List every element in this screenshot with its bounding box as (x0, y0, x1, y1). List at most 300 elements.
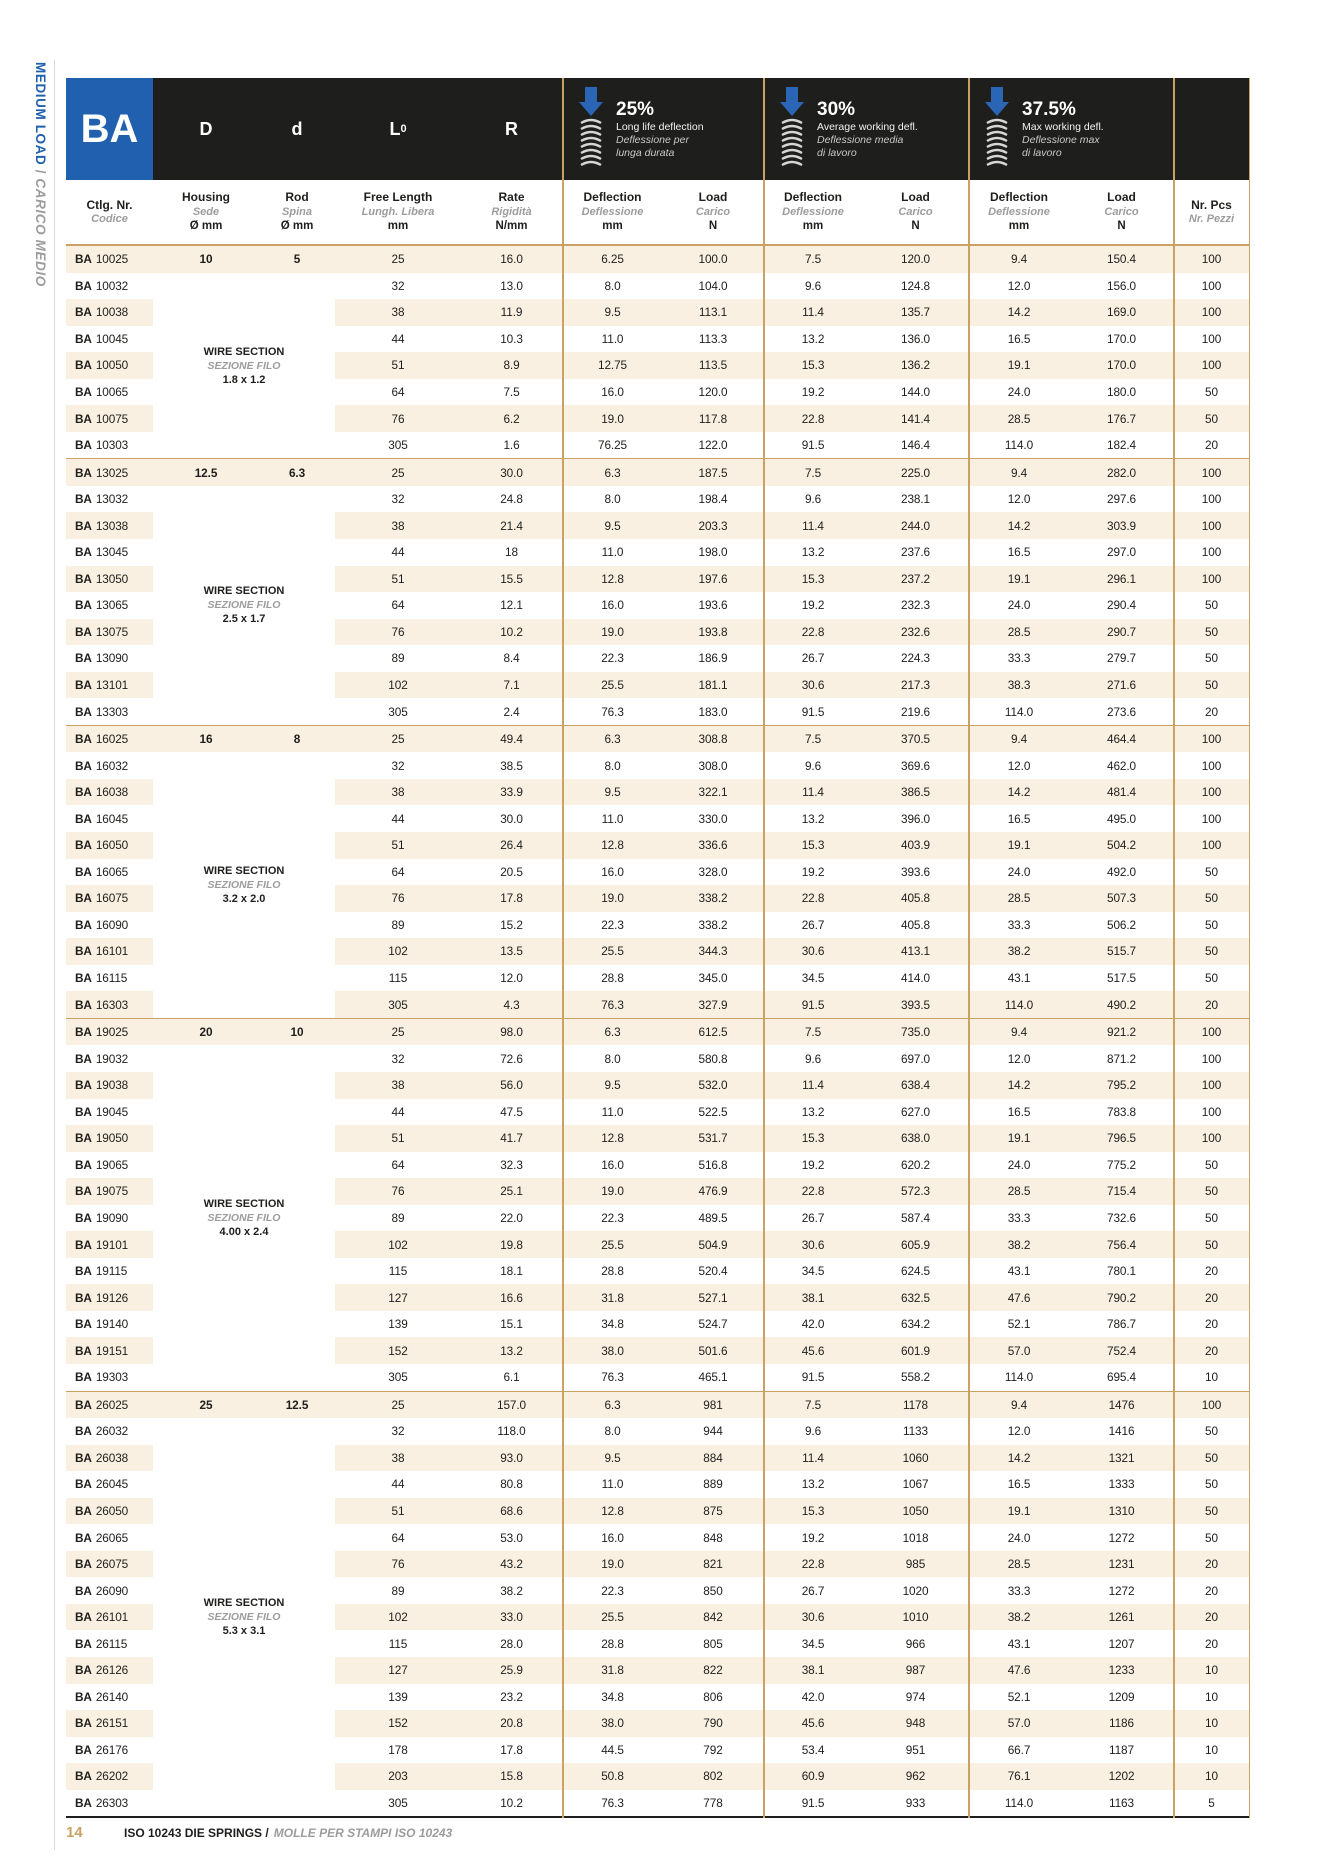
table-row (66, 1125, 1250, 1152)
free-length-cell: 139 (335, 1684, 461, 1711)
section-37-5-line2: Deflessione max (1022, 133, 1100, 146)
catalog-prefix: BA (75, 492, 92, 507)
series-badge (66, 78, 153, 180)
deflection-25-cell: 11.0 (562, 539, 663, 566)
deflection-37-5-cell: 24.0 (968, 1152, 1070, 1179)
rod-diameter-cell: 6.3 (259, 459, 335, 486)
catalog-number-cell (66, 1072, 153, 1099)
deflection-37-5-cell: 14.2 (968, 299, 1070, 326)
load-37-5-cell: 271.6 (1070, 672, 1173, 699)
spring-series-group (66, 458, 1250, 724)
housing-diameter-cell: 16 (153, 726, 259, 753)
load-25-cell: 198.4 (663, 486, 763, 513)
nr-pcs-cell: 100 (1173, 246, 1250, 273)
deflection-25-cell: 76.3 (562, 698, 663, 725)
deflection-37-5-cell: 28.5 (968, 1551, 1070, 1578)
catalog-prefix: BA (75, 411, 92, 426)
footer-title-en: ISO 10243 DIE SPRINGS / (124, 1826, 269, 1840)
load-30-cell: 605.9 (863, 1231, 968, 1258)
catalog-number-cell (66, 1152, 153, 1179)
rate-cell: 10.2 (461, 619, 562, 646)
deflection-25-cell: 19.0 (562, 885, 663, 912)
free-length-cell: 25 (335, 726, 461, 753)
load-25-cell: 186.9 (663, 645, 763, 672)
nr-pcs-cell: 50 (1173, 1471, 1250, 1498)
catalog-prefix: BA (75, 1795, 92, 1810)
load-37-5-cell: 279.7 (1070, 645, 1173, 672)
catalog-number-cell (66, 432, 153, 459)
load-37-5-cell: 290.7 (1070, 619, 1173, 646)
deflection-25-cell: 6.3 (562, 459, 663, 486)
load-25-cell: 944 (663, 1418, 763, 1445)
deflection-37-5-cell: 38.2 (968, 1231, 1070, 1258)
rate-cell: 15.2 (461, 912, 562, 939)
rod-diameter-cell (259, 1790, 335, 1817)
deflection-37-5-cell: 16.5 (968, 326, 1070, 353)
rod-diameter-cell (259, 645, 335, 672)
rate-cell: 30.0 (461, 459, 562, 486)
catalog-number-cell (66, 1125, 153, 1152)
load-25-cell: 580.8 (663, 1045, 763, 1072)
nr-pcs-cell: 100 (1173, 752, 1250, 779)
rate-cell: 10.3 (461, 326, 562, 353)
load-25-cell: 790 (663, 1710, 763, 1737)
deflection-37-5-cell: 38.2 (968, 1604, 1070, 1631)
load-30-cell: 634.2 (863, 1311, 968, 1338)
catalog-code: 26025 (95, 1397, 129, 1412)
table-row (66, 1311, 1250, 1338)
rate-cell: 7.5 (461, 379, 562, 406)
deflection-37-5-cell: 33.3 (968, 1205, 1070, 1232)
section-37-5-line3: di lavoro (1022, 146, 1062, 159)
rod-diameter-cell (259, 566, 335, 593)
deflection-30-cell: 9.6 (763, 752, 863, 779)
load-25-cell: 193.6 (663, 592, 763, 619)
catalog-prefix: BA (75, 385, 92, 399)
rod-diameter-cell (259, 432, 335, 459)
deflection-37-5-cell: 12.0 (968, 1418, 1070, 1445)
catalog-number-cell (66, 299, 153, 326)
section-30-line3: di lavoro (817, 146, 857, 159)
deflection-section-30 (763, 78, 968, 180)
load-37-5-cell: 495.0 (1070, 805, 1173, 832)
rod-diameter-cell (259, 273, 335, 300)
deflection-37-5-cell: 14.2 (968, 779, 1070, 806)
rod-diameter-cell (259, 1418, 335, 1445)
table-row (66, 859, 1250, 886)
housing-diameter-cell (153, 1524, 259, 1551)
free-length-cell: 64 (335, 592, 461, 619)
catalog-code: 13101 (95, 678, 129, 693)
table-row (66, 752, 1250, 779)
free-length-cell: 25 (335, 246, 461, 273)
col-rate: Rate Rigidità N/mm (491, 190, 532, 233)
catalog-number-cell (66, 326, 153, 353)
deflection-25-cell: 76.3 (562, 991, 663, 1018)
nr-pcs-cell: 50 (1173, 885, 1250, 912)
deflection-30-cell: 15.3 (763, 352, 863, 379)
load-30-cell: 370.5 (863, 726, 968, 753)
load-25-cell: 197.6 (663, 566, 763, 593)
catalog-number-cell (66, 512, 153, 539)
deflection-30-cell: 7.5 (763, 726, 863, 753)
deflection-25-cell: 50.8 (562, 1763, 663, 1790)
free-length-cell: 25 (335, 459, 461, 486)
load-37-5-cell: 273.6 (1070, 698, 1173, 725)
table-row (66, 832, 1250, 859)
load-37-5-cell: 780.1 (1070, 1258, 1173, 1285)
deflection-30-cell: 60.9 (763, 1763, 863, 1790)
wire-section-title: WIRE SECTION (203, 1198, 285, 1211)
housing-diameter-cell (153, 1790, 259, 1817)
load-30-cell: 697.0 (863, 1045, 968, 1072)
deflection-25-cell: 22.3 (562, 645, 663, 672)
deflection-37-5-cell: 14.2 (968, 512, 1070, 539)
table-body (66, 246, 1250, 1818)
nr-pcs-cell: 100 (1173, 832, 1250, 859)
nr-pcs-cell: 100 (1173, 566, 1250, 593)
free-length-cell: 305 (335, 1364, 461, 1391)
load-25-cell: 338.2 (663, 885, 763, 912)
catalog-number-cell (66, 779, 153, 806)
catalog-number-cell (66, 566, 153, 593)
deflection-37-5-cell: 9.4 (968, 246, 1070, 273)
wire-section-title: WIRE SECTION (203, 345, 285, 358)
deflection-30-cell: 26.7 (763, 912, 863, 939)
section-25-line3: lunga durata (616, 146, 675, 159)
rate-cell: 13.5 (461, 938, 562, 965)
nr-pcs-cell: 50 (1173, 379, 1250, 406)
table-row (66, 1630, 1250, 1657)
catalog-prefix: BA (75, 331, 92, 346)
nr-pcs-cell: 100 (1173, 459, 1250, 486)
deflection-37-5-cell: 24.0 (968, 379, 1070, 406)
catalog-code: 26050 (95, 1503, 129, 1518)
load-25-cell: 476.9 (663, 1178, 763, 1205)
housing-diameter-cell (153, 1684, 259, 1711)
deflection-25-cell: 76.3 (562, 1364, 663, 1391)
table-row (66, 1231, 1250, 1258)
rate-cell: 93.0 (461, 1445, 562, 1472)
rate-cell: 38.2 (461, 1577, 562, 1604)
deflection-30-cell: 22.8 (763, 1178, 863, 1205)
load-30-cell: 1050 (863, 1498, 968, 1525)
deflection-30-cell: 19.2 (763, 379, 863, 406)
table-row (66, 672, 1250, 699)
load-25-cell: 501.6 (663, 1337, 763, 1364)
deflection-37-5-cell: 16.5 (968, 805, 1070, 832)
dim-letter-L0: L 0 (389, 118, 407, 139)
free-length-cell: 89 (335, 912, 461, 939)
catalog-prefix: BA (75, 1051, 92, 1066)
table-row (66, 539, 1250, 566)
load-30-cell: 405.8 (863, 912, 968, 939)
table-row (66, 912, 1250, 939)
rate-cell: 68.6 (461, 1498, 562, 1525)
load-37-5-cell: 150.4 (1070, 246, 1173, 273)
col-load-37-5: Load Carico N (1104, 190, 1139, 233)
table-row (66, 1524, 1250, 1551)
section-25-line1: Long life deflection (616, 120, 704, 133)
housing-diameter-cell (153, 1258, 259, 1285)
rod-diameter-cell: 5 (259, 246, 335, 273)
wire-section-subtitle: SEZIONE FILO (207, 879, 281, 892)
section-25-line2: Deflessione per (616, 133, 689, 146)
deflection-25-cell: 16.0 (562, 1524, 663, 1551)
catalog-prefix: BA (75, 1210, 92, 1225)
load-37-5-cell: 786.7 (1070, 1311, 1173, 1338)
col-free-length: Free Length Lungh. Libera mm (361, 190, 435, 233)
deflection-25-cell: 31.8 (562, 1657, 663, 1684)
catalog-number-cell (66, 1710, 153, 1737)
load-25-cell: 889 (663, 1471, 763, 1498)
load-30-cell: 141.4 (863, 405, 968, 432)
deflection-30-cell: 26.7 (763, 1205, 863, 1232)
housing-diameter-cell (153, 1551, 259, 1578)
load-37-5-cell: 507.3 (1070, 885, 1173, 912)
load-30-cell: 558.2 (863, 1364, 968, 1391)
catalog-code: 26032 (95, 1424, 129, 1439)
nr-pcs-cell: 50 (1173, 1205, 1250, 1232)
rate-cell: 20.5 (461, 859, 562, 886)
page-footer (66, 1824, 452, 1841)
deflection-30-cell: 45.6 (763, 1710, 863, 1737)
wire-section-size: 3.2 x 2.0 (222, 893, 266, 906)
load-30-cell: 966 (863, 1630, 968, 1657)
rate-cell: 17.8 (461, 1737, 562, 1764)
load-30-cell: 1010 (863, 1604, 968, 1631)
catalog-code: 16038 (95, 785, 129, 800)
catalog-code: 26101 (95, 1610, 129, 1625)
load-25-cell: 532.0 (663, 1072, 763, 1099)
section-25-text (616, 99, 704, 160)
load-30-cell: 601.9 (863, 1337, 968, 1364)
catalog-prefix: BA (75, 838, 92, 853)
deflection-37-5-cell: 28.5 (968, 405, 1070, 432)
table-row (66, 1498, 1250, 1525)
section-37-5-percent: 37.5% (1022, 98, 1076, 120)
deflection-37-5-cell: 28.5 (968, 1178, 1070, 1205)
col-load-30: Load Carico N (898, 190, 933, 233)
deflection-37-5-cell: 28.5 (968, 619, 1070, 646)
catalog-prefix: BA (75, 465, 92, 480)
load-37-5-cell: 1416 (1070, 1418, 1173, 1445)
load-25-cell: 778 (663, 1790, 763, 1817)
deflection-25-cell: 19.0 (562, 1551, 663, 1578)
rate-cell: 22.0 (461, 1205, 562, 1232)
series-badge-label: BA (80, 106, 139, 151)
deflection-25-cell: 38.0 (562, 1337, 663, 1364)
table-row (66, 512, 1250, 539)
housing-diameter-cell (153, 1737, 259, 1764)
deflection-25-cell: 9.5 (562, 1072, 663, 1099)
catalog-prefix: BA (75, 545, 92, 560)
deflection-25-cell: 25.5 (562, 672, 663, 699)
free-length-cell: 25 (335, 1392, 461, 1419)
deflection-37-5-cell: 33.3 (968, 645, 1070, 672)
rod-diameter-cell (259, 352, 335, 379)
rod-diameter-cell (259, 1577, 335, 1604)
load-25-cell: 848 (663, 1524, 763, 1551)
page-number: 14 (66, 1824, 83, 1841)
housing-diameter-cell (153, 326, 259, 353)
spring-series-group (66, 725, 1250, 1018)
rod-diameter-cell (259, 1657, 335, 1684)
free-length-cell: 44 (335, 805, 461, 832)
catalog-prefix: BA (75, 1370, 92, 1385)
deflection-37-5-cell: 16.5 (968, 1099, 1070, 1126)
nr-pcs-cell: 50 (1173, 965, 1250, 992)
load-37-5-cell: 169.0 (1070, 299, 1173, 326)
load-25-cell: 203.3 (663, 512, 763, 539)
nr-pcs-cell: 50 (1173, 912, 1250, 939)
deflection-37-5-cell: 57.0 (968, 1337, 1070, 1364)
housing-diameter-cell (153, 1045, 259, 1072)
nr-pcs-cell: 100 (1173, 805, 1250, 832)
catalog-prefix: BA (75, 704, 92, 719)
catalog-code: 19050 (95, 1131, 129, 1146)
load-25-cell: 308.8 (663, 726, 763, 753)
deflection-37-5-cell: 43.1 (968, 965, 1070, 992)
load-30-cell: 217.3 (863, 672, 968, 699)
load-37-5-cell: 1321 (1070, 1445, 1173, 1472)
catalog-code: 19151 (95, 1343, 129, 1358)
catalog-number-cell (66, 273, 153, 300)
deflection-30-cell: 13.2 (763, 805, 863, 832)
catalog-code: 16032 (95, 758, 129, 773)
rate-cell: 25.1 (461, 1178, 562, 1205)
nr-pcs-cell: 100 (1173, 1392, 1250, 1419)
nr-pcs-cell: 10 (1173, 1737, 1250, 1764)
catalog-prefix: BA (75, 1131, 92, 1146)
load-30-cell: 237.2 (863, 566, 968, 593)
rod-diameter-cell (259, 698, 335, 725)
rod-diameter-cell (259, 1045, 335, 1072)
catalog-number-cell (66, 1045, 153, 1072)
deflection-25-cell: 11.0 (562, 805, 663, 832)
wire-section-title: WIRE SECTION (203, 865, 285, 878)
load-30-cell: 974 (863, 1684, 968, 1711)
catalog-prefix: BA (75, 1184, 92, 1199)
deflection-30-cell: 13.2 (763, 1099, 863, 1126)
deflection-37-5-cell: 57.0 (968, 1710, 1070, 1737)
load-30-cell: 405.8 (863, 885, 968, 912)
load-30-cell: 1018 (863, 1524, 968, 1551)
free-length-cell: 51 (335, 352, 461, 379)
housing-diameter-cell (153, 698, 259, 725)
load-25-cell: 792 (663, 1737, 763, 1764)
catalog-code: 26176 (95, 1742, 129, 1757)
deflection-25-cell: 9.5 (562, 779, 663, 806)
catalog-number-cell (66, 352, 153, 379)
rate-cell: 56.0 (461, 1072, 562, 1099)
catalog-prefix: BA (75, 1610, 92, 1625)
catalog-code: 26303 (95, 1795, 129, 1810)
rate-cell: 32.3 (461, 1152, 562, 1179)
deflection-30-cell: 7.5 (763, 1019, 863, 1046)
deflection-30-cell: 15.3 (763, 832, 863, 859)
deflection-25-cell: 12.75 (562, 352, 663, 379)
deflection-37-5-cell: 24.0 (968, 1524, 1070, 1551)
free-length-cell: 152 (335, 1710, 461, 1737)
deflection-30-cell: 42.0 (763, 1684, 863, 1711)
nr-pcs-cell: 100 (1173, 326, 1250, 353)
load-30-cell: 238.1 (863, 486, 968, 513)
rod-diameter-cell (259, 1099, 335, 1126)
catalog-code: 26126 (95, 1663, 129, 1678)
deflection-30-cell: 34.5 (763, 965, 863, 992)
catalog-code: 19115 (95, 1264, 128, 1279)
catalog-number-cell (66, 912, 153, 939)
load-37-5-cell: 481.4 (1070, 779, 1173, 806)
free-length-cell: 32 (335, 273, 461, 300)
catalog-code: 16025 (95, 732, 129, 747)
rod-diameter-cell (259, 1498, 335, 1525)
catalog-number-cell (66, 1657, 153, 1684)
load-37-5-cell: 1476 (1070, 1392, 1173, 1419)
load-25-cell: 308.0 (663, 752, 763, 779)
deflection-25-cell: 76.3 (562, 1790, 663, 1817)
free-length-cell: 38 (335, 299, 461, 326)
free-length-cell: 152 (335, 1337, 461, 1364)
section-30-line2: Deflessione media (817, 133, 904, 146)
catalog-number-cell (66, 698, 153, 725)
col-load-25: Load Carico N (695, 190, 731, 233)
catalog-number-cell (66, 1099, 153, 1126)
spring-arrow-icon (576, 85, 606, 173)
nr-pcs-cell: 50 (1173, 1418, 1250, 1445)
rate-cell: 13.2 (461, 1337, 562, 1364)
table-row (66, 1337, 1250, 1364)
load-30-cell: 735.0 (863, 1019, 968, 1046)
rate-cell: 157.0 (461, 1392, 562, 1419)
deflection-30-cell: 91.5 (763, 1790, 863, 1817)
load-25-cell: 322.1 (663, 779, 763, 806)
deflection-25-cell: 11.0 (562, 326, 663, 353)
load-30-cell: 948 (863, 1710, 968, 1737)
catalog-number-cell (66, 885, 153, 912)
load-37-5-cell: 296.1 (1070, 566, 1173, 593)
housing-diameter-cell (153, 1099, 259, 1126)
deflection-30-cell: 7.5 (763, 246, 863, 273)
wire-section-size: 5.3 x 3.1 (222, 1625, 266, 1638)
housing-diameter-cell (153, 832, 259, 859)
load-37-5-cell: 492.0 (1070, 859, 1173, 886)
housing-diameter-cell (153, 1125, 259, 1152)
housing-diameter-cell (153, 1657, 259, 1684)
deflection-25-cell: 9.5 (562, 1445, 663, 1472)
nr-pcs-cell: 100 (1173, 1019, 1250, 1046)
housing-diameter-cell (153, 379, 259, 406)
sidebar-label-en: MEDIUM LOAD (33, 62, 48, 166)
wire-section-size: 2.5 x 1.7 (222, 613, 266, 626)
nr-pcs-cell: 20 (1173, 991, 1250, 1018)
table-row (66, 459, 1250, 486)
spring-series-group (66, 1018, 1250, 1391)
housing-diameter-cell (153, 619, 259, 646)
rate-cell: 12.1 (461, 592, 562, 619)
free-length-cell: 127 (335, 1284, 461, 1311)
section-37-5-text (1022, 99, 1104, 160)
load-37-5-cell: 775.2 (1070, 1152, 1173, 1179)
catalog-code: 26202 (95, 1769, 129, 1784)
deflection-25-cell: 6.3 (562, 1392, 663, 1419)
catalog-prefix: BA (75, 438, 92, 453)
catalog-number-cell (66, 1258, 153, 1285)
housing-diameter-cell (153, 1072, 259, 1099)
free-length-cell: 32 (335, 486, 461, 513)
deflection-37-5-cell: 52.1 (968, 1684, 1070, 1711)
